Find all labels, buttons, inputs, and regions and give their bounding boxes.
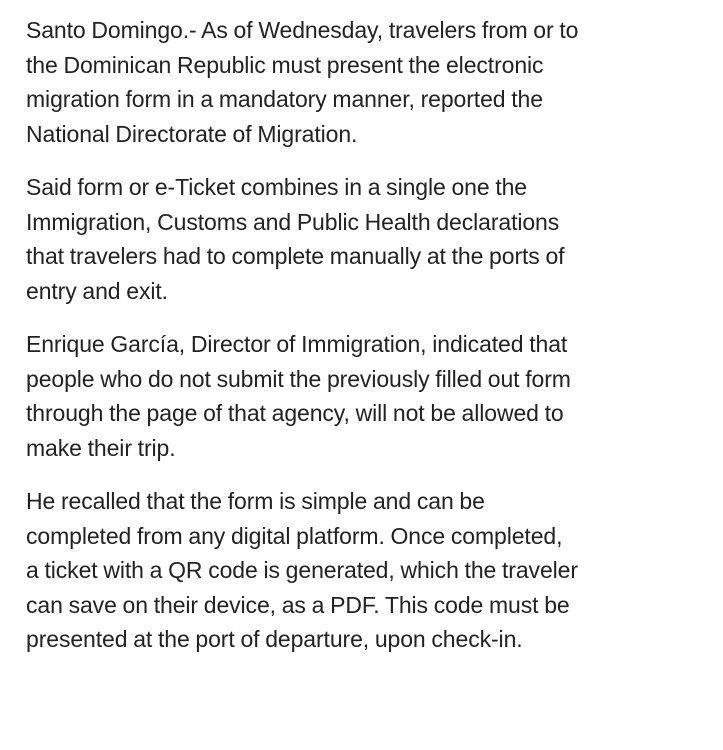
- paragraph-line: National Directorate of Migration.: [26, 120, 358, 147]
- paragraph-line: through the page of that agency, will not be allowed to: [26, 400, 564, 426]
- paragraph-4: [26, 484, 703, 657]
- paragraph-2: [26, 170, 703, 308]
- paragraph-line: that travelers had to complete manually at the ports of: [26, 243, 565, 269]
- paragraph-line: the Dominican Republic must present the electronic: [26, 51, 544, 78]
- paragraph-line: presented at the port of departure, upon check-in.: [26, 626, 523, 652]
- paragraph-line: migration form in a mandatory manner, reported the: [26, 86, 543, 112]
- paragraph-line: completed from any digital platform. Once completed,: [26, 522, 563, 549]
- paragraph-line: Immigration, Customs and Public Health declarations: [26, 208, 560, 235]
- paragraph-1: [26, 13, 703, 151]
- paragraph-line: a ticket with a QR code is generated, which the traveler: [26, 557, 578, 583]
- paragraph-line: Santo Domingo.- As of Wednesday, travelers from or to: [26, 17, 579, 43]
- paragraph-line: Enrique García, Director of Immigration, indicated that: [26, 331, 568, 357]
- paragraph-line: make their trip.: [26, 434, 176, 461]
- paragraph-line: people who do not submit the previously filled out form: [26, 365, 571, 392]
- paragraph-line: can save on their device, as a PDF. This code must be: [26, 591, 570, 618]
- paragraph-line: entry and exit.: [26, 277, 168, 304]
- paragraph-3: [26, 327, 703, 465]
- paragraph-line: Said form or e-Ticket combines in a single one the: [26, 174, 528, 200]
- paragraph-line: He recalled that the form is simple and can be: [26, 488, 485, 514]
